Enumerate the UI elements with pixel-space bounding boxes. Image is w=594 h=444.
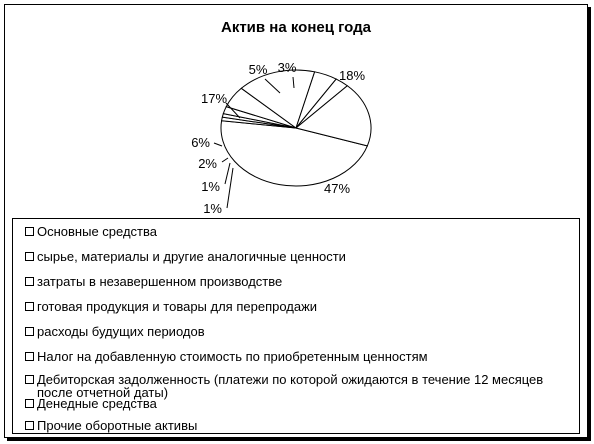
leader-line — [225, 163, 230, 184]
legend-label: готовая продукция и товары для перепродажи — [37, 299, 318, 314]
chart-title: Актив на конец года — [220, 19, 371, 36]
legend-item — [25, 250, 575, 263]
legend-item — [25, 419, 575, 432]
legend-label: затраты в незавершенном производстве — [37, 274, 283, 289]
leader-line — [214, 143, 222, 146]
data-label: 5% — [248, 62, 268, 77]
legend-item — [25, 225, 575, 238]
legend-label: Прочие оборотные активы — [37, 418, 198, 433]
data-label: 1% — [201, 179, 220, 194]
data-label: 47% — [323, 181, 351, 196]
legend-item — [25, 275, 575, 288]
legend-swatch — [25, 252, 34, 261]
legend-label: Дебиторская задолженность (платежи по которой ожидаются в течение 12 месяцев после отчетной даты) — [37, 372, 544, 400]
legend-swatch — [25, 352, 34, 361]
data-label: 17% — [200, 91, 228, 106]
legend-swatch — [25, 227, 34, 236]
data-label: 3% — [277, 60, 297, 75]
data-label: 2% — [198, 156, 217, 171]
legend-label: Денедные средства — [37, 396, 157, 411]
legend-label: Налог на добавленную стоимость по приобретенным ценностям — [37, 349, 428, 364]
legend-swatch — [25, 421, 34, 430]
legend — [12, 218, 580, 434]
legend-swatch — [25, 277, 34, 286]
leader-line — [227, 168, 233, 208]
legend-swatch — [25, 327, 34, 336]
data-label: 18% — [338, 68, 366, 83]
legend-item — [25, 350, 575, 363]
leader-line — [222, 158, 228, 162]
legend-item — [25, 300, 575, 313]
data-label: 6% — [191, 135, 210, 150]
legend-label: Основные средства — [37, 224, 157, 239]
legend-item — [25, 325, 575, 338]
legend-swatch — [25, 399, 34, 408]
legend-swatch — [25, 375, 34, 384]
legend-item — [25, 397, 575, 410]
legend-label: расходы будущих периодов — [37, 324, 205, 339]
legend-label: сырье, материалы и другие аналогичные ценности — [37, 249, 346, 264]
legend-swatch — [25, 302, 34, 311]
data-label: 1% — [203, 201, 222, 216]
